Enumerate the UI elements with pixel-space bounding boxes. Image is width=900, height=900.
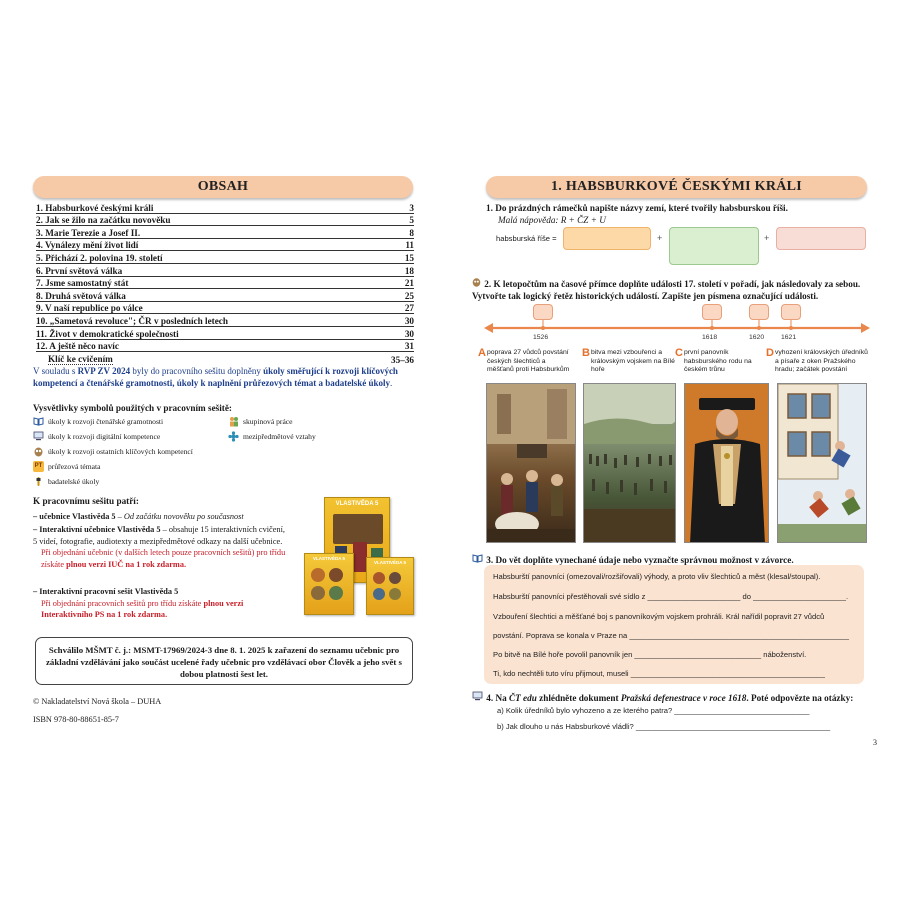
approval-box: Schválilo MŠMT č. j.: MSMT-17969/2024-3 dne 8. 1. 2025 k zařazení do seznamu učebnic pro základní vzdělávání jako součást ucelené řady učebnic pro vzdělávací obor Člověk a jeho svět s dobou platnosti šest let. <box>35 637 413 685</box>
answer-box-2[interactable] <box>669 227 759 265</box>
book-covers <box>300 497 416 617</box>
toc-row <box>36 289 414 302</box>
toc-title: 12. A ještě něco navíc <box>36 341 119 352</box>
year-label: 1621 <box>781 334 797 341</box>
toc-page: 30 <box>404 315 414 326</box>
owl-icon <box>472 277 482 290</box>
toc-title: 10. „Sametová revoluce"; ČR v posledních letech <box>36 315 228 326</box>
belongs-item-textbook: – učebnice Vlastivěda 5 – Od začátku novověku po současnost <box>33 512 244 521</box>
toc-title: 5. Přichází 2. polovina 19. století <box>36 252 163 263</box>
year-answer-box[interactable] <box>702 304 722 320</box>
task-1-hint: Malá nápověda: R + ČZ + U <box>498 215 606 225</box>
task-4: 4. Na ČT edu zhlédněte dokument Pražská defenestrace v roce 1618. Poté odpovězte na otázky: <box>472 691 872 704</box>
answer-box-3[interactable] <box>776 227 866 250</box>
fill-line[interactable]: Ti, kdo nechtěli tuto víru přijmout, museli ______________________________________________ <box>493 669 825 678</box>
toc-row <box>36 340 414 353</box>
fill-line: Vzbouření šlechtici a měšťané boj s panovníkovým vojskem prohráli. Král nařídil popravit 27 vůdců <box>493 612 825 621</box>
year-answer-box[interactable] <box>533 304 553 320</box>
owl-icon <box>33 446 44 457</box>
legend-item: úkoly k rozvoji ostatních klíčových kompetencí <box>33 446 193 457</box>
belongs-title: K pracovnímu sešitu patří: <box>33 496 139 506</box>
puzzle-icon <box>228 431 239 442</box>
group-icon <box>228 416 239 427</box>
book-icon <box>33 416 44 427</box>
year-answer-box[interactable] <box>781 304 801 320</box>
interactive-workbook-cover: VLASTIVĚDA 5 <box>366 557 414 615</box>
fill-in-box <box>484 565 864 684</box>
toc-row <box>36 327 414 340</box>
textbook-cover: VLASTIVĚDA 5 <box>324 497 390 583</box>
toc-title: 4. Vynálezy mění život lidí <box>36 240 139 251</box>
painting-battle <box>583 383 676 543</box>
computer-icon <box>472 691 484 704</box>
toc-row <box>36 302 414 315</box>
magnifier-icon <box>33 476 44 487</box>
toc-page: 27 <box>404 303 414 314</box>
toc-row <box>36 264 414 277</box>
toc-page: 25 <box>404 290 414 301</box>
legend-item: skupinová práce <box>228 416 293 427</box>
task-1: 1. Do prázdných rámečků napište názvy zemí, které tvořily habsburskou říši. Malá nápověda: R + ČZ + U <box>486 202 856 226</box>
year-label: 1526 <box>533 334 549 341</box>
toc-title: 8. Druhá světová válka <box>36 290 126 301</box>
question-b[interactable]: b) Jak dlouho u nás Habsburkové vládli? ______________________________________________ <box>497 722 831 731</box>
workbook-cover: VLASTIVĚDA 5 <box>304 553 354 615</box>
toc-page: 18 <box>404 265 414 276</box>
toc-page: 30 <box>404 328 414 339</box>
toc-row <box>36 201 414 214</box>
toc-page: 21 <box>404 278 414 289</box>
toc-title: 2. Jak se žilo na začátku novověku <box>36 215 171 226</box>
fill-line[interactable]: povstání. Poprava se konala v Praze na ____________________________________________________ <box>493 631 849 640</box>
timeline <box>484 298 870 343</box>
toc-page: 11 <box>405 240 414 251</box>
equation-label: habsburská říše = <box>496 234 557 243</box>
legend-item: úkoly k rozvoji čtenářské gramotnosti <box>33 416 163 427</box>
toc-title: Klíč ke cvičením <box>48 353 113 364</box>
fill-line[interactable]: Habsburští panovníci přestěhovali své sídlo z ______________________ do ______________________. <box>493 592 849 601</box>
toc-page: 15 <box>404 252 414 263</box>
event-c: C první panovník habsburského rodu na českém trůnu <box>675 347 752 374</box>
toc-row <box>36 277 414 290</box>
isbn: ISBN 978-80-88651-85-7 <box>33 715 119 724</box>
page-number: 3 <box>873 738 877 747</box>
answer-box-1[interactable] <box>563 227 651 250</box>
event-d: D vyhození královských úředníků a písaře z oken Pražského hradu; začátek povstání <box>766 347 868 374</box>
rvp-note: V souladu s RVP ZV 2024 byly do pracovního sešitu doplněny úkoly směřující k rozvoji klíčových kompetencí a čtenářské gramotnosti, úkoly k naplnění průřezových témat a badatelské úkoly. <box>33 366 398 388</box>
toc-title: 7. Jsme samostatný stát <box>36 278 129 289</box>
toc-title: 6. První světová válka <box>36 265 123 276</box>
plus-sign: + <box>764 233 770 243</box>
toc-row <box>36 251 414 264</box>
toc-row <box>36 314 414 327</box>
fill-line[interactable]: Po bitvě na Bílé hoře povolil panovník jen ______________________________ náboženství. <box>493 650 807 659</box>
year-label: 1620 <box>749 334 765 341</box>
legend-item: badatelské úkoly <box>33 476 99 487</box>
computer-icon <box>33 431 44 442</box>
toc-page: 5 <box>409 215 414 226</box>
toc-row <box>36 239 414 252</box>
toc-title: 3. Marie Terezie a Josef II. <box>36 227 141 238</box>
legend-item: mezipředmětové vztahy <box>228 431 316 442</box>
toc-title: 9. V naší republice po válce <box>36 303 143 314</box>
year-answer-box[interactable] <box>749 304 769 320</box>
toc-row <box>36 214 414 227</box>
toc-page: 35–36 <box>391 354 414 365</box>
belongs-item-interactive-workbook: – Interaktivní pracovní sešit Vlastivěda 5 Při objednání pracovních sešitů pro třídu získáte plnou verzi Interaktivního PS na 1 rok zdarma. <box>33 587 244 619</box>
table-of-contents <box>36 201 414 365</box>
legend-item: PT průřezová témata <box>34 462 101 471</box>
question-a[interactable]: a) Kolik úředníků bylo vyhozeno a ze kterého patra? ________________________________ <box>497 706 810 715</box>
toc-row <box>36 226 414 239</box>
toc-title: 11. Život v demokratické společnosti <box>36 328 179 339</box>
toc-title: 1. Habsburkové českými králi <box>36 202 154 213</box>
event-b: B bitva mezi vzbouřenci a královským vojskem na Bílé hoře <box>582 347 675 374</box>
toc-page: 31 <box>404 341 414 352</box>
toc-page: 3 <box>409 202 414 213</box>
legend-title: Vysvětlivky symbolů použitých v pracovním sešitě: <box>33 403 232 413</box>
legend-item: úkoly k rozvoji digitální kompetence <box>33 431 160 442</box>
toc-page: 8 <box>409 227 414 238</box>
painting-portrait <box>684 383 769 543</box>
painting-execution <box>486 383 576 543</box>
task-3: 3. Do vět doplňte vynechané údaje nebo vyznačte správnou možnost v závorce. <box>472 553 867 566</box>
pt-icon: PT <box>33 461 44 472</box>
year-label: 1618 <box>702 334 718 341</box>
belongs-item-interactive-textbook: – Interaktivní učebnice Vlastivěda 5 – obsahuje 15 interaktivních cvičení, 5 videí, fotografie, audiotexty a mezipředmětové odkazy na další učebnice. Při objednání učebnic (v dalších letech pouze pracovních sešitů) pro třídu získáte plnou verzi IUČ na 1 rok zdarma. <box>33 525 286 569</box>
fill-line[interactable]: Habsburští panovníci (omezovali/rozšiřovali) výhody, a proto vliv šlechticů a měst (klesal/stoupal). <box>493 572 821 581</box>
painting-defenestration <box>777 383 867 543</box>
event-a: A poprava 27 vůdců povstání českých šlechticů a měšťanů proti Habsburkům <box>478 347 570 374</box>
plus-sign: + <box>657 233 663 243</box>
book-icon <box>472 553 484 566</box>
copyright: © Nakladatelství Nová škola – DUHA <box>33 697 162 706</box>
task-2: 2. K letopočtům na časové přímce doplňte události 17. století v pořadí, jak následovaly za sebou. Vytvořte tak logický řetěz historických událostí. Zapište jen písmena označující události. <box>472 279 861 301</box>
chapter-banner: 1. HABSBURKOVÉ ČESKÝMI KRÁLI <box>486 176 867 198</box>
toc-row-key <box>36 352 414 365</box>
contents-banner: OBSAH <box>33 176 413 198</box>
